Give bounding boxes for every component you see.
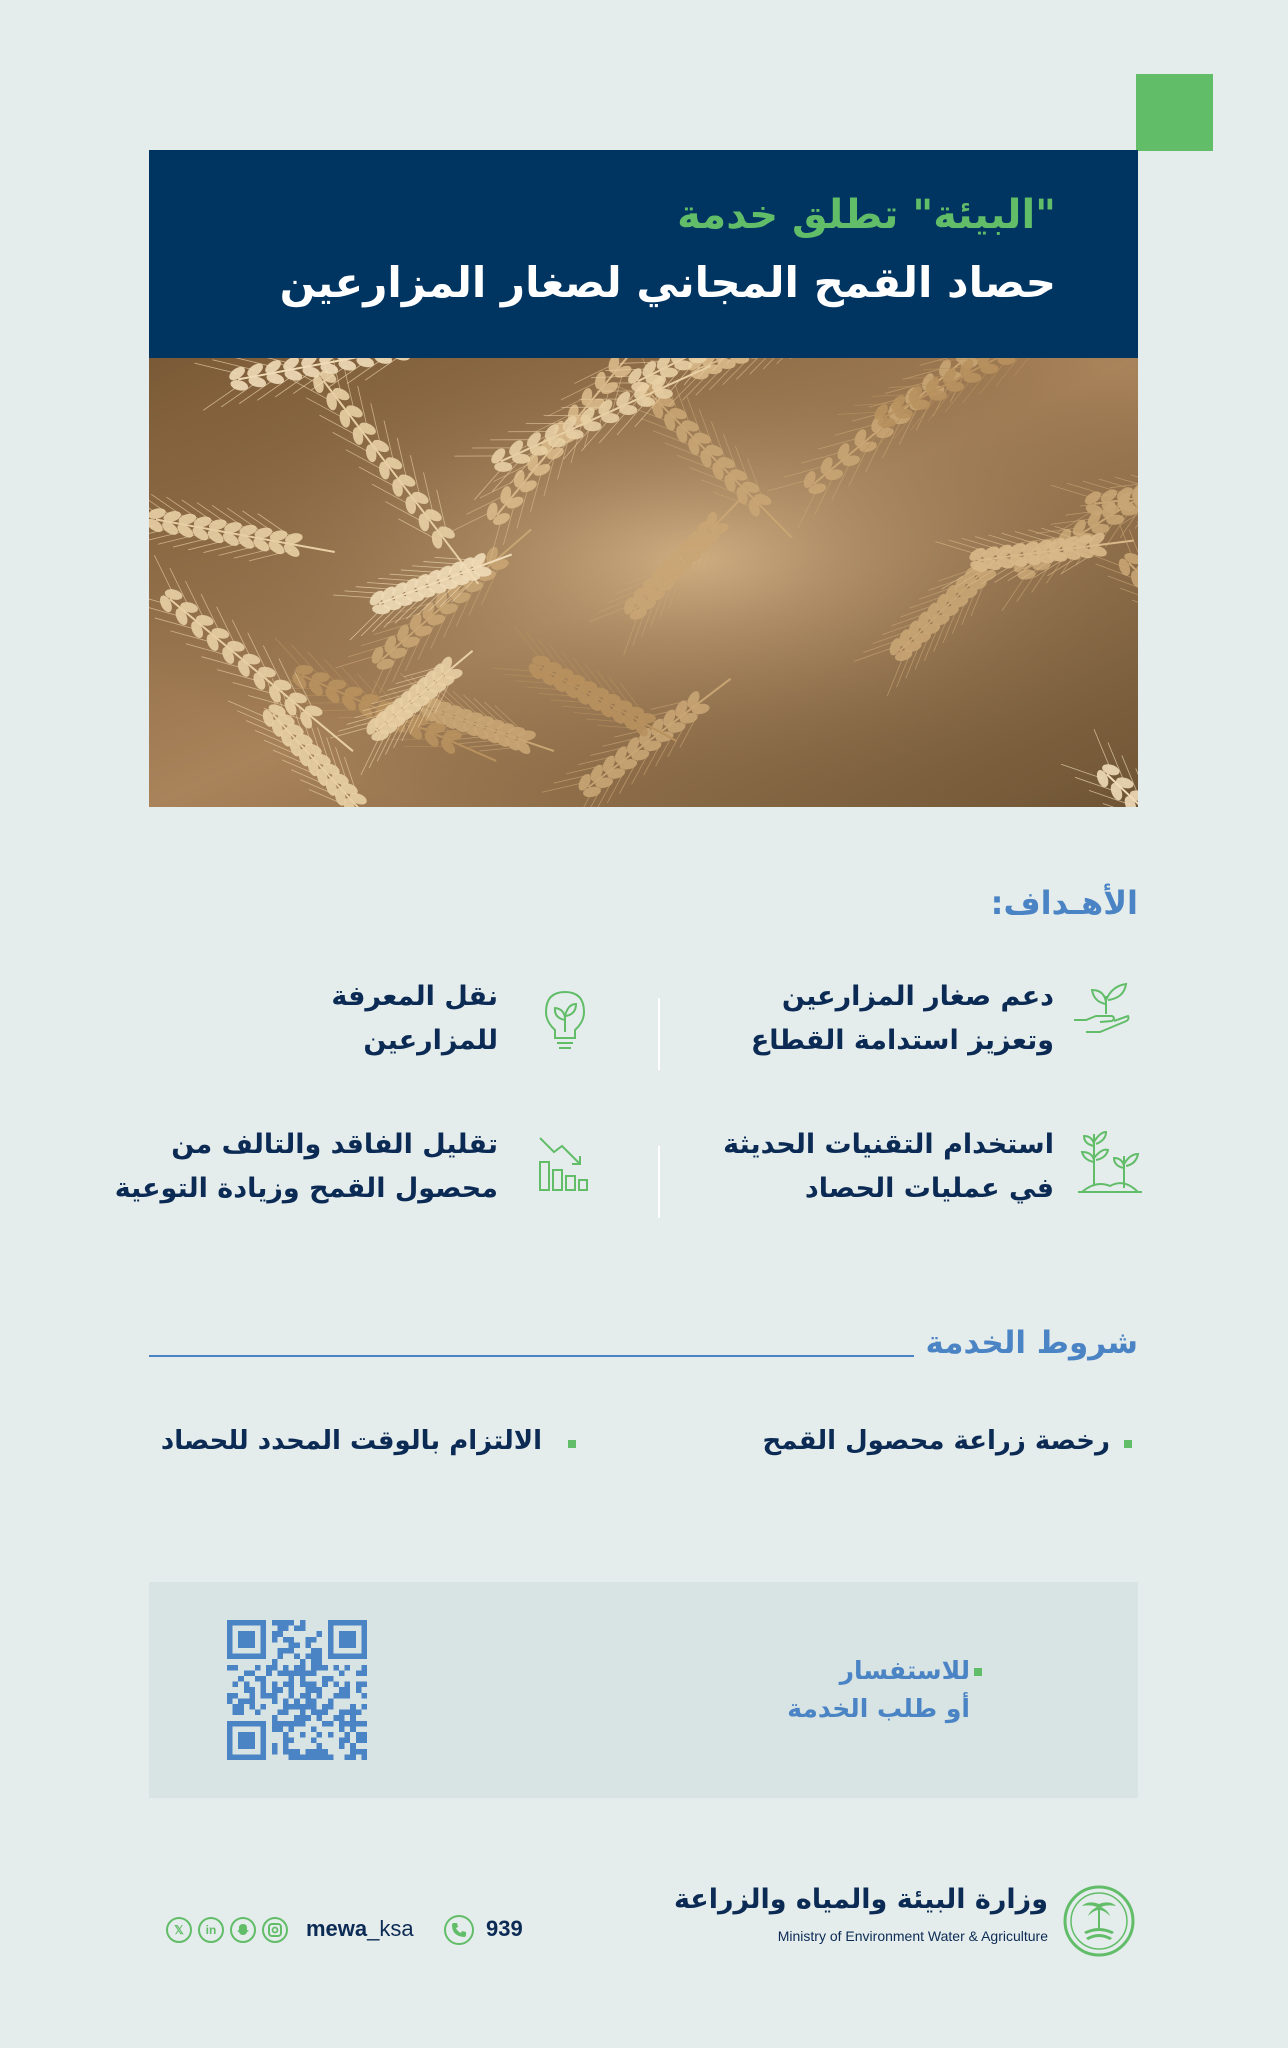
goal-line: نقل المعرفة (331, 981, 498, 1012)
contact-line: للاستفسار (839, 1656, 970, 1685)
goal-support-farmers (751, 975, 1054, 1063)
bullet (974, 1668, 982, 1676)
divider (658, 998, 660, 1070)
chart-down-icon (536, 1132, 590, 1194)
condition-item: رخصة زراعة محصول القمح (762, 1426, 1110, 1456)
title-line-2: حصاد القمح المجاني لصغار المزارعين (279, 258, 1056, 307)
title-line-1: "البيئة" تطلق خدمة (677, 192, 1056, 238)
goal-line: استخدام التقنيات الحديثة (723, 1129, 1054, 1160)
phone-number[interactable]: 939 (486, 1916, 523, 1941)
goal-reduce-loss (115, 1123, 498, 1211)
goal-line: وتعزيز استدامة القطاع (750, 1025, 1054, 1056)
hand-plant-icon (1072, 980, 1142, 1040)
lightbulb-icon (540, 988, 590, 1054)
social-handle[interactable] (306, 1916, 414, 1942)
qr-code[interactable] (227, 1620, 367, 1760)
linkedin-icon[interactable]: in (198, 1917, 224, 1943)
conditions-heading: شروط الخدمة (925, 1325, 1138, 1361)
goal-line: محصول القمح وزيادة التوعية (114, 1173, 498, 1204)
divider (658, 1146, 660, 1218)
handle-bold: mewa (306, 1916, 368, 1941)
title-banner (149, 150, 1138, 358)
handle-rest: _ksa (367, 1916, 414, 1941)
x-twitter-icon[interactable]: 𝕏 (166, 1917, 192, 1943)
bullet (1124, 1440, 1132, 1448)
phone-icon[interactable] (444, 1915, 474, 1945)
goal-line: تقليل الفاقد والتالف من (171, 1129, 498, 1160)
instagram-icon[interactable] (262, 1917, 288, 1943)
goal-knowledge-transfer (331, 975, 498, 1063)
goal-line: في عمليات الحصاد (804, 1173, 1054, 1204)
ministry-logo-icon (1062, 1884, 1136, 1958)
ministry-name-english: Ministry of Environment Water & Agriculture (777, 1928, 1048, 1944)
condition-item: الالتزام بالوقت المحدد للحصاد (160, 1426, 542, 1456)
wheat-photo (149, 358, 1138, 807)
contact-box (149, 1582, 1138, 1798)
conditions-divider-line (149, 1355, 914, 1357)
goal-line: دعم صغار المزارعين (781, 981, 1054, 1012)
plants-icon (1076, 1126, 1144, 1196)
bullet (568, 1440, 576, 1448)
ministry-name-arabic: وزارة البيئة والمياه والزراعة (673, 1884, 1048, 1915)
goals-heading: الأهـداف: (990, 884, 1138, 922)
goal-modern-technology (723, 1123, 1054, 1211)
contact-text (787, 1652, 970, 1728)
goal-line: للمزارعين (363, 1025, 498, 1056)
snapchat-icon[interactable] (230, 1917, 256, 1943)
contact-line: أو طلب الخدمة (787, 1694, 970, 1723)
decorative-green-square (1136, 74, 1213, 151)
